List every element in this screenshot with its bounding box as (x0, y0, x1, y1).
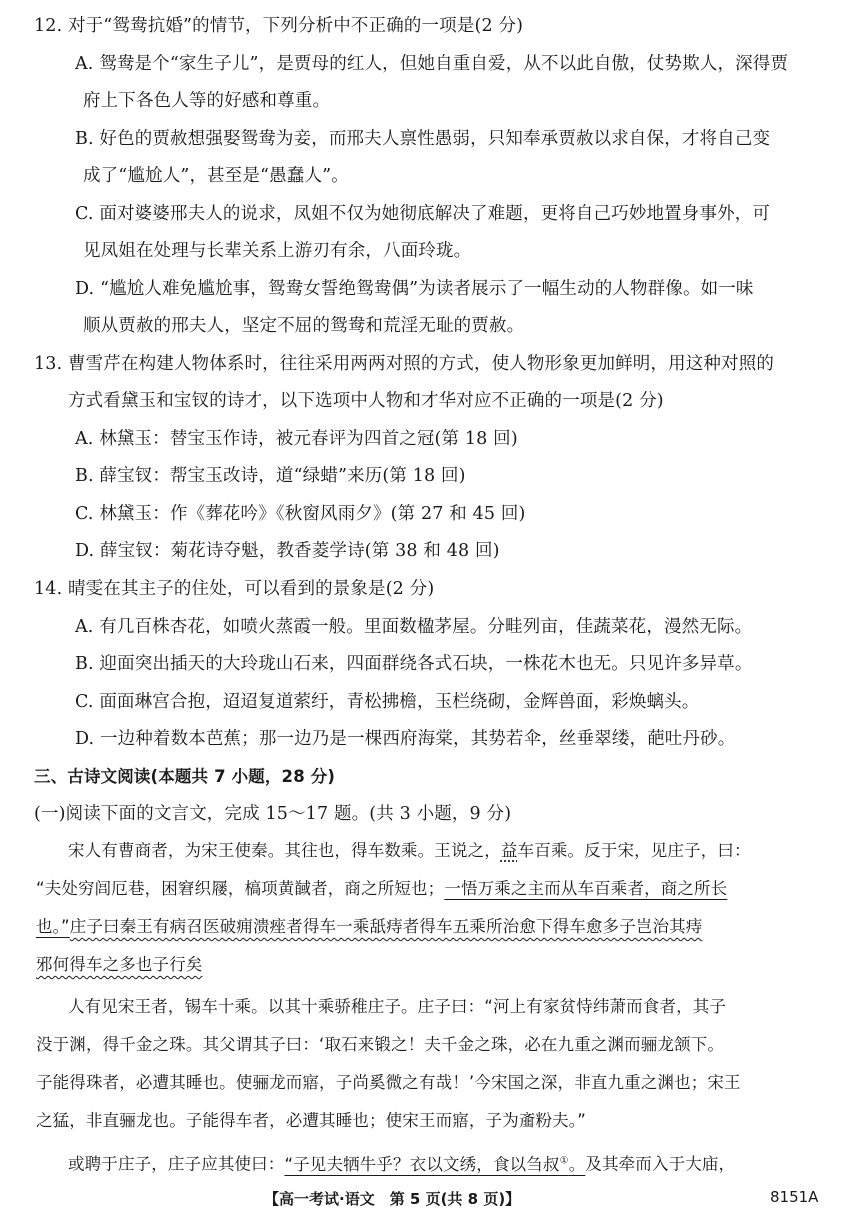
q12-option-a-line2: 府上下各色人等的好感和尊重。 (83, 91, 331, 111)
q12-option-d-line2: 顺从贾赦的邢夫人，坚定不屈的鸳鸯和荒淫无耻的贾赦。 (83, 316, 525, 336)
footnote-marker: ① (559, 1155, 569, 1166)
q13-option-b: B. 薛宝钗：帮宝玉改诗，道“绿蜡”来历(第 18 回) (75, 466, 466, 486)
q12-option-a-line1: A. 鸳鸯是个“家生子儿”，是贾母的红人，但她自重自爱，从不以此自傲，仗势欺人，深得贾 (75, 54, 789, 74)
q14-option-c: C. 面面琳宫合抱，迢迢复道萦纡，青松拂檐，玉栏绕砌，金辉兽面，彩焕螭头。 (75, 692, 700, 712)
section-subtitle: (一)阅读下面的文言文，完成 15～17 题。(共 3 小题，9 分) (34, 804, 512, 824)
passage-line-3 (36, 916, 702, 938)
q12-option-c-line2: 见凤姐在处理与长辈关系上游刃有余，八面玲珑。 (83, 241, 472, 261)
passage-line-8: 之猛，非直骊龙也。子能得车者，必遭其睡也；使宋王而寤，子为齑粉夫。” (36, 1111, 586, 1130)
q13-stem-line2: 方式看黛玉和宝钗的诗才，以下选项中人物和才华对应不正确的一项是(2 分) (68, 391, 664, 411)
passage-line-4 (36, 954, 203, 976)
underlined-sentence: 一悟万乘之主而从车百乘者，商之所长 (444, 879, 728, 898)
wavy-underlined-sentence: 庄子曰秦王有病召医破痈溃痤者得车一乘舐痔者得车五乘所治愈下得车愈多子岂治其痔 (69, 917, 703, 936)
q12-option-c-line1: C. 面对婆婆邢夫人的说求，凤姐不仅为她彻底解决了难题，更将自己巧妙地置身事外，可 (75, 204, 771, 224)
q14-stem: 14. 晴雯在其主子的住处，可以看到的景象是(2 分) (34, 579, 435, 599)
q13-stem-line1: 13. 曹雪芹在构建人物体系时，往往采用两两对照的方式，使人物形象更加鲜明，用这种对照的 (34, 354, 774, 374)
passage-line-7: 子能得珠者，必遭其睡也。使骊龙而寤，子尚奚微之有哉！’今宋国之深，非直九重之渊也；宋王 (36, 1073, 741, 1092)
q12-stem: 12. 对于“鸳鸯抗婚”的情节，下列分析中不正确的一项是(2 分) (34, 16, 524, 36)
underlined-sentence-end: 也。” (36, 917, 70, 936)
footer-page-info: 【高一考试·语文 第 5 页(共 8 页)】 (264, 1190, 521, 1208)
passage-line-6: 没于渊，得千金之珠。其父谓其子曰：‘取石来锻之！夫千金之珠，必在九重之渊而骊龙颔下。 (36, 1035, 725, 1054)
q13-option-a: A. 林黛玉：替宝玉作诗，被元春评为四首之冠(第 18 回) (75, 429, 518, 449)
passage-line-5: 人有见宋王者，锡车十乘。以其十乘骄稚庄子。庄子曰：“河上有家贫恃纬萧而食者，其子 (68, 997, 727, 1016)
page-footer (0, 1188, 860, 1214)
q14-option-d: D. 一边种着数本芭蕉；那一边乃是一棵西府海棠，其势若伞，丝垂翠缕，葩吐丹砂。 (75, 729, 736, 749)
q14-option-a: A. 有几百株杏花，如喷火蒸霞一般。里面数楹茅屋。分畦列亩，佳蔬菜花，漫然无际。 (75, 617, 753, 637)
underlined-quote: “子见夫牺牛乎？衣以文绣，食以刍叔①。 (284, 1154, 586, 1174)
passage-line-9: 或聘于庄子，庄子应其使曰：“子见夫牺牛乎？衣以文绣，食以刍叔①。及其牵而入于大庙， (68, 1154, 736, 1174)
q12-option-b-line1: B. 好色的贾赦想强娶鸳鸯为妾，而邢夫人禀性愚弱，只知奉承贾赦以求自保，才将自己变 (75, 129, 771, 149)
q12-option-d-line1: D. “尴尬人难免尴尬事，鸳鸯女誓绝鸳鸯偶”为读者展示了一幅生动的人物群像。如一味 (75, 279, 754, 299)
q12-option-b-line2: 成了“尴尬人”，甚至是“愚蠢人”。 (83, 166, 349, 186)
passage-line-1: 宋人有曹商者，为宋王使秦。其往也，得车数乘。王说之，益车百乘。反于宋，见庄子，曰： (68, 841, 751, 860)
q13-option-c: C. 林黛玉：作《葬花吟》《秋窗风雨夕》(第 27 和 45 回) (75, 504, 526, 524)
passage-line-2: “夫处穷闾厄巷，困窘织屦，槁项黄馘者，商之所短也；一悟万乘之主而从车百乘者，商之所长 (36, 879, 728, 898)
dotted-word: 益 (500, 841, 518, 860)
wavy-underlined-sentence-end: 邪何得车之多也子行矣 (36, 955, 203, 974)
q13-option-d: D. 薛宝钗：菊花诗夺魁，教香菱学诗(第 38 和 48 回) (75, 541, 500, 561)
q14-option-b: B. 迎面突出插天的大玲珑山石来，四面群绕各式石块，一株花木也无。只见许多异草。 (75, 654, 753, 674)
footer-exam-code: 8151A (770, 1188, 819, 1206)
section-title: 三、古诗文阅读(本题共 7 小题，28 分) (34, 767, 336, 786)
